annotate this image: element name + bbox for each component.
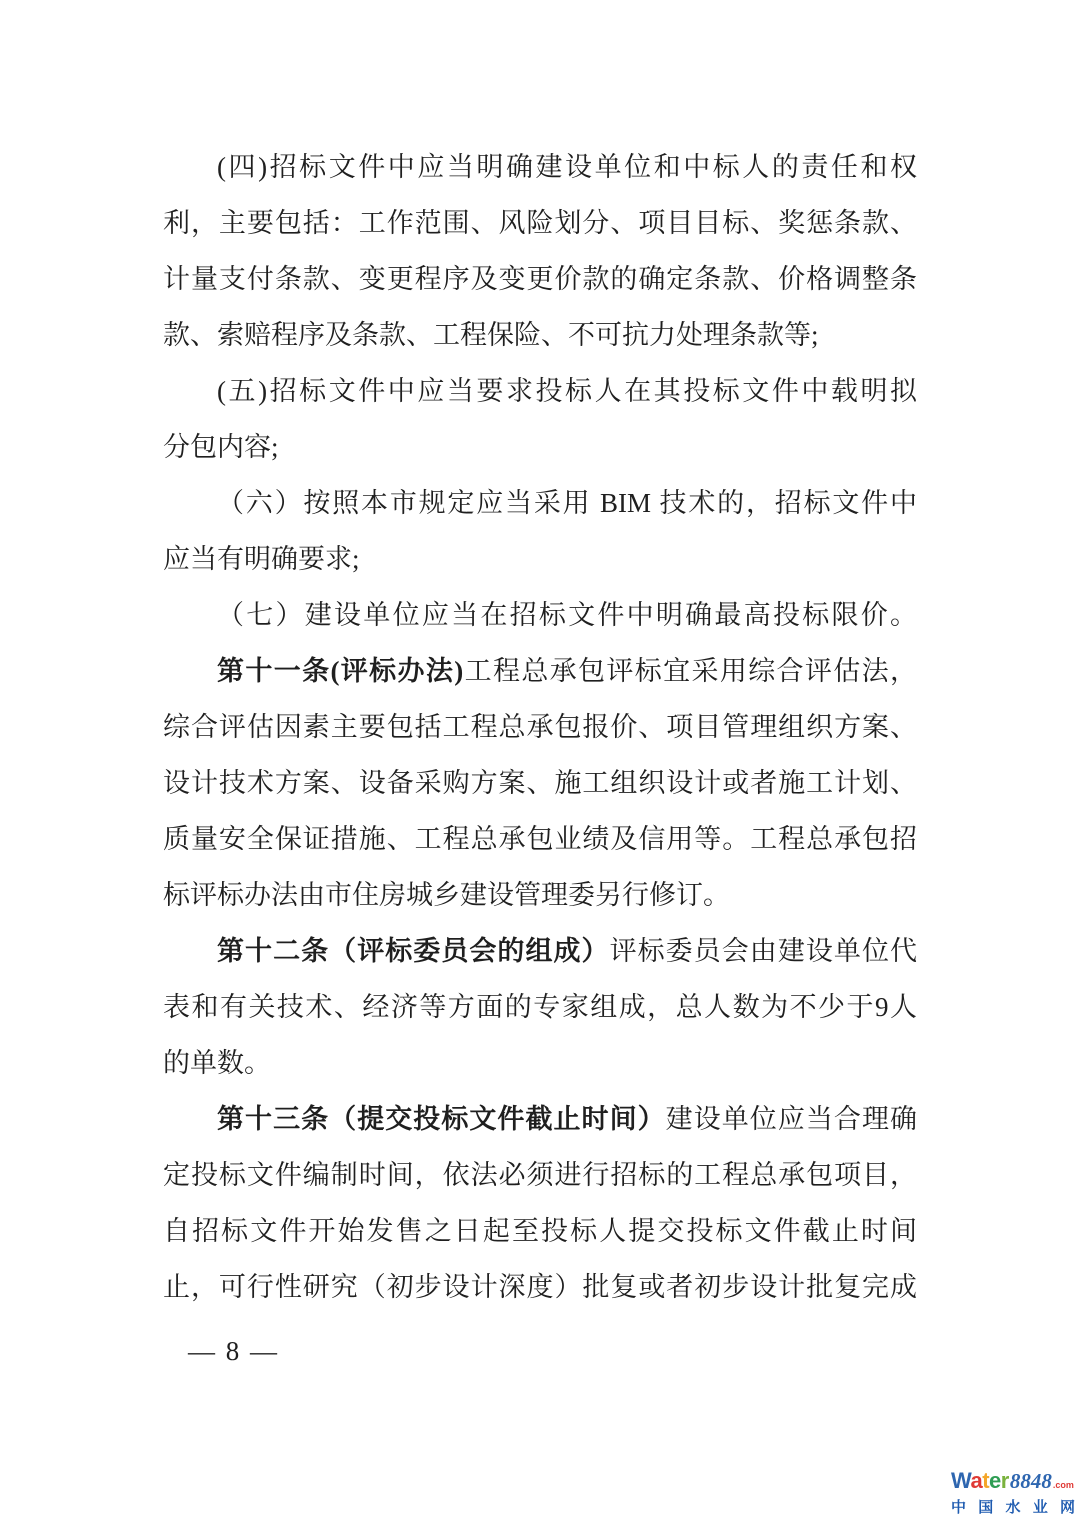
text-line xyxy=(163,1035,917,1091)
text-line xyxy=(163,531,917,587)
body-text: 表和有关技术、经济等方面的专家组成，总人数为不少于9人 xyxy=(163,992,917,1022)
body-text: 建设单位应当合理确 xyxy=(665,1104,917,1134)
watermark-brand-number: 8848 xyxy=(1009,1469,1052,1493)
watermark-brand-domain: .com xyxy=(1052,1480,1074,1490)
watermark-brand-row xyxy=(951,1469,1075,1497)
body-text: 分包内容; xyxy=(163,432,279,462)
body-text: 综合评估因素主要包括工程总承包报价、项目管理组织方案、 xyxy=(163,712,917,742)
body-text: 应当有明确要求; xyxy=(163,544,360,574)
text-line xyxy=(163,587,917,643)
text-line xyxy=(163,1259,917,1315)
brand-letter: r xyxy=(1000,1468,1009,1493)
text-line xyxy=(163,363,917,419)
watermark-brand-word xyxy=(951,1469,1009,1493)
body-text: 标评标办法由市住房城乡建设管理委另行修订。 xyxy=(163,880,730,910)
water8848-logo xyxy=(951,1469,1075,1517)
text-line xyxy=(163,1147,917,1203)
text-line xyxy=(163,643,917,699)
subtitle-char: 国 xyxy=(978,1499,994,1516)
text-line xyxy=(163,307,917,363)
subtitle-char: 业 xyxy=(1032,1499,1048,1516)
body-text: （七）建设单位应当在招标文件中明确最高投标限价。 xyxy=(217,600,917,630)
body-text: (五)招标文件中应当要求投标人在其投标文件中载明拟 xyxy=(217,376,917,406)
text-line xyxy=(163,139,917,195)
subtitle-char: 中 xyxy=(951,1499,967,1516)
body-text: 利，主要包括：工作范围、风险划分、项目目标、奖惩条款、 xyxy=(163,208,917,238)
body-text: （六）按照本市规定应当采用 BIM 技术的，招标文件中 xyxy=(217,488,917,518)
body-text: (四)招标文件中应当明确建设单位和中标人的责任和权 xyxy=(217,152,917,182)
body-text: 质量安全保证措施、工程总承包业绩及信用等。工程总承包招 xyxy=(163,824,917,854)
brand-letter: e xyxy=(989,1468,1001,1493)
text-line xyxy=(163,755,917,811)
watermark-subtitle xyxy=(951,1499,1075,1517)
brand-letter: t xyxy=(982,1468,990,1493)
page-number: — 8 — xyxy=(188,1336,279,1366)
text-line xyxy=(163,867,917,923)
subtitle-char: 网 xyxy=(1059,1499,1075,1516)
body-text: 评标委员会由建设单位代 xyxy=(609,936,917,966)
text-line xyxy=(163,979,917,1035)
body-text: 止，可行性研究（初步设计深度）批复或者初步设计批复完成 xyxy=(163,1272,917,1302)
text-line xyxy=(163,811,917,867)
text-line xyxy=(163,1091,917,1147)
article-heading: 第十一条(评标办法) xyxy=(217,656,464,686)
body-text: 设计技术方案、设备采购方案、施工组织设计或者施工计划、 xyxy=(163,768,917,798)
body-text: 的单数。 xyxy=(163,1048,271,1078)
body-text: 工程总承包评标宜采用综合评估法， xyxy=(463,656,917,686)
text-line xyxy=(163,1203,917,1259)
brand-letter: a xyxy=(970,1468,983,1493)
text-line xyxy=(163,419,917,475)
subtitle-char: 水 xyxy=(1005,1499,1021,1516)
body-text: 款、索赔程序及条款、工程保险、不可抗力处理条款等; xyxy=(163,320,819,350)
brand-letter: W xyxy=(951,1468,971,1493)
text-line xyxy=(163,195,917,251)
text-line xyxy=(163,251,917,307)
article-heading: 第十三条（提交投标文件截止时间） xyxy=(217,1104,666,1134)
text-line xyxy=(163,699,917,755)
article-heading: 第十二条（评标委员会的组成） xyxy=(217,936,610,966)
body-text: 自招标文件开始发售之日起至投标人提交投标文件截止时间 xyxy=(163,1216,917,1246)
document-body xyxy=(163,139,917,1315)
body-text: 计量支付条款、变更程序及变更价款的确定条款、价格调整条 xyxy=(163,264,917,294)
text-line xyxy=(163,475,917,531)
body-text: 定投标文件编制时间，依法必须进行招标的工程总承包项目， xyxy=(163,1160,917,1190)
text-line xyxy=(163,923,917,979)
